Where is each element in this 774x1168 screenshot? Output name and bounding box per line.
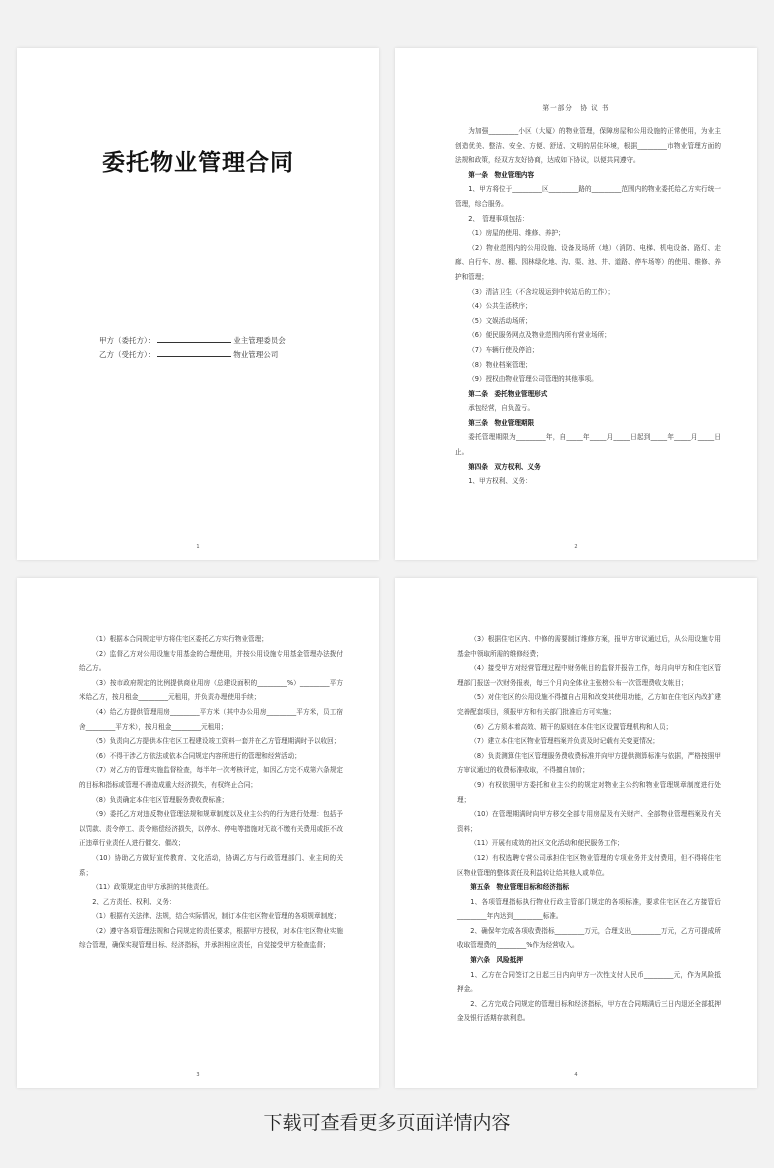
paragraph: （6）乙方须本着高效、精干的原则在本住宅区设置管理机构和人员； [470,722,673,731]
section-heading: 第三条 物业管理期限 [468,418,535,427]
paragraph: 委托管理期限为_________年，自_____年_____月_____日起到_____年_____月_____日止。 [455,433,721,457]
paragraph: （7）建立本住宅区物业管理档案并负责及时记载有关变更情况； [470,737,660,746]
page-number: 2 [574,544,578,550]
paragraph: （4）给乙方提供管理用房_________平方米（其中办公用房_________平方米，员工宿舍_________平方米），按月租金_________元租用； [79,707,343,731]
paragraph: 为加强_________小区（大厦）的物业管理，保障房屋和公用设施的正常使用，为业主创造优美、整洁、安全、方便、舒适、文明的居住环境，根据_________市物业管理方面的法规和政策，经双方友好协商，达成如下协议，以便共同遵守。 [455,127,721,165]
paragraph: 2、乙方责任、权利、义务： [92,897,176,906]
paragraph: （3）清洁卫生（不含垃圾运到中转站后的工作）； [468,287,615,296]
paragraph: 1、甲方权利、义务： [468,477,532,486]
paragraph: （7）车辆行使及停泊； [468,345,539,354]
paragraph: （11）开展有成效的社区文化活动和便民服务工作； [470,839,624,848]
section-heading: 第二条 委托物业管理形式 [468,389,548,398]
paragraph: 1、乙方在合同签订之日起三日内向甲方一次性支付人民币_________元，作为风险抵押金。 [457,970,721,994]
paragraph: 承包经营，自负盈亏。 [468,404,535,413]
paragraph: （7）对乙方的管理实施监督检查，每半年一次考核评定，如因乙方完不成第六条规定的目标和指标或管理不善造成重大经济损失，有权终止合同； [79,766,343,789]
paragraph: 2、确保年完成各项收费指标_________万元，合理支出_________万元，乙方可提成所收取管理费的_________%作为经营收入。 [457,926,721,950]
document-page-4 [395,578,757,1088]
paragraph: （1）根据有关法律、法规，结合实际情况，制订本住宅区物业管理的各项规章制度； [92,912,341,921]
paragraph: 2、乙方完成合同规定的管理目标和经济指标，甲方在合同期满后三日内退还全部抵押金及银行活期存款利息。 [457,999,721,1023]
paragraph: （8）负责测算住宅区管理服务费收费标准并向甲方提供测算标准与依据，严格按照甲方审议通过的收费标准收取，不得擅自加价； [457,751,721,775]
paragraph: （3）按市政府规定的比例提供商业用房（总建设面积的_________%）_________平方米给乙方，按月租金_________元租用，并负责办理使用手续； [79,678,343,702]
paragraph: （5）文娱活动场所； [468,316,532,325]
party-a-label: 甲方（委托方）： [99,336,156,345]
contract-title: 委托物业管理合同 [102,150,294,176]
paragraph: 1、各项管理指标执行物业行政主管部门规定的各项标准，要求住宅区在乙方接管后_________年内达到_________标准。 [457,897,721,921]
paragraph: （6）便民服务网点及物业范围内所有营业场所； [468,331,611,340]
paragraph: （1）根据本合同规定甲方将住宅区委托乙方实行物业管理； [92,635,268,643]
section-heading: 第五条 物业管理目标和经济指标 [470,883,570,892]
paragraph: （12）有权选聘专营公司承担住宅区物业管理的专项业务并支付费用，但不得将住宅区物业管理的整体责任及利益转让给其他人或单位。 [457,853,721,877]
paragraph: （5）对住宅区的公用设施不得擅自占用和改变其使用功能，乙方如在住宅区内改扩建完善配套项目，须报甲方和有关部门批准后方可实施； [457,693,721,716]
paragraph: （3）根据住宅区内、中修的需要制订维修方案，报甲方审议通过后，从公用设施专用基金中领取所需的维修经费； [457,635,721,658]
party-b-label: 乙方（受托方）： [99,350,156,359]
page-number: 1 [196,544,200,550]
page-body [79,632,343,953]
paragraph: （11）政策规定由甲方承担的其他责任。 [92,883,213,892]
paragraph: 1、甲方将位于_________区_________路的_________范围内的物业委托给乙方实行统一管理，综合服务。 [455,185,721,208]
paragraph: （8）物业档案管理； [468,360,532,369]
page-number: 4 [574,1072,578,1078]
paragraph: （2）监督乙方对公用设施专用基金的合理使用，并按公用设施专用基金管理办法拨付给乙方。 [79,649,343,673]
paragraph: （9）授权由物业管理公司管理的其他事项。 [468,375,598,384]
paragraph: （1）房屋的使用、维修、养护； [468,229,565,238]
paragraph: （2）物业范围内的公用设施、设备及场所（地）（消防、电梯、机电设备、路灯、走廊、自行车、房、棚、园林绿化地、沟、渠、池、井、道路、停车场等）的使用、维修、养护和管理； [455,243,721,281]
paragraph: 2、 管理事项包括： [468,214,529,223]
paragraph: （8）负责确定本住宅区管理服务费收费标准； [92,795,229,804]
section-heading: 第六条 风险抵押 [470,956,523,965]
paragraph: （2）遵守各项管理法规和合同规定的责任要求，根据甲方授权，对本住宅区物业实施综合管理，确保实现管理目标、经济指标，并承担相应责任，自觉接受甲方检查监督； [79,926,343,950]
page-body [455,124,721,489]
party-b-blank [157,349,231,357]
document-page-2 [395,48,757,560]
party-b-suffix: 物业管理公司 [233,350,279,359]
paragraph: （9）委托乙方对违反物业管理法规和规章制度以及业主公约的行为进行处理：包括予以罚款、责令停工、责令赔偿经济损失，以停水、停电等措施对无故不缴有关费用或拒不改正违章行业责任人进行催交、催改； [79,810,343,848]
paragraph: （5）负责向乙方提供本住宅区工程建设竣工资料一套并在乙方管理期满时予以收回； [92,737,341,746]
paragraph: （9）有权依照甲方委托和业主公约的规定对物业主公约和物业管理规章制度进行处理； [457,780,721,804]
part-title: 第一部分 协 议 书 [542,104,610,112]
paragraph: （10）协助乙方做好宣传教育、文化活动，协调乙方与行政管理部门、业主间的关系； [79,853,343,877]
party-a-blank [157,335,231,343]
section-heading: 第四条 双方权利、义务 [468,462,541,471]
page-number: 3 [196,1072,200,1078]
paragraph: （6）不得干涉乙方依法或依本合同规定内容所进行的管理和经营活动； [92,751,301,760]
party-a-suffix: 业主管理委员会 [233,336,286,345]
download-caption: 下载可查看更多页面详情内容 [263,1112,511,1134]
document-page-1 [17,48,379,560]
paragraph: （4）接受甲方对经营管理过程中财务帐目的监督并报告工作，每月向甲方和住宅区管理部门报送一次财务报表，每三个月向全体业主张榜公布一次管理费收支帐目； [457,664,721,687]
paragraph: （10）在管理期满时向甲方移交全部专用房屋及有关财产、全部物业管理档案及有关资料； [457,810,721,833]
party-b-line [99,349,278,360]
paragraph: （4）公共生活秩序； [468,302,532,311]
party-a-line [99,335,286,346]
section-heading: 第一条 物业管理内容 [468,170,535,179]
page-body [457,632,721,1026]
document-page-3 [17,578,379,1088]
